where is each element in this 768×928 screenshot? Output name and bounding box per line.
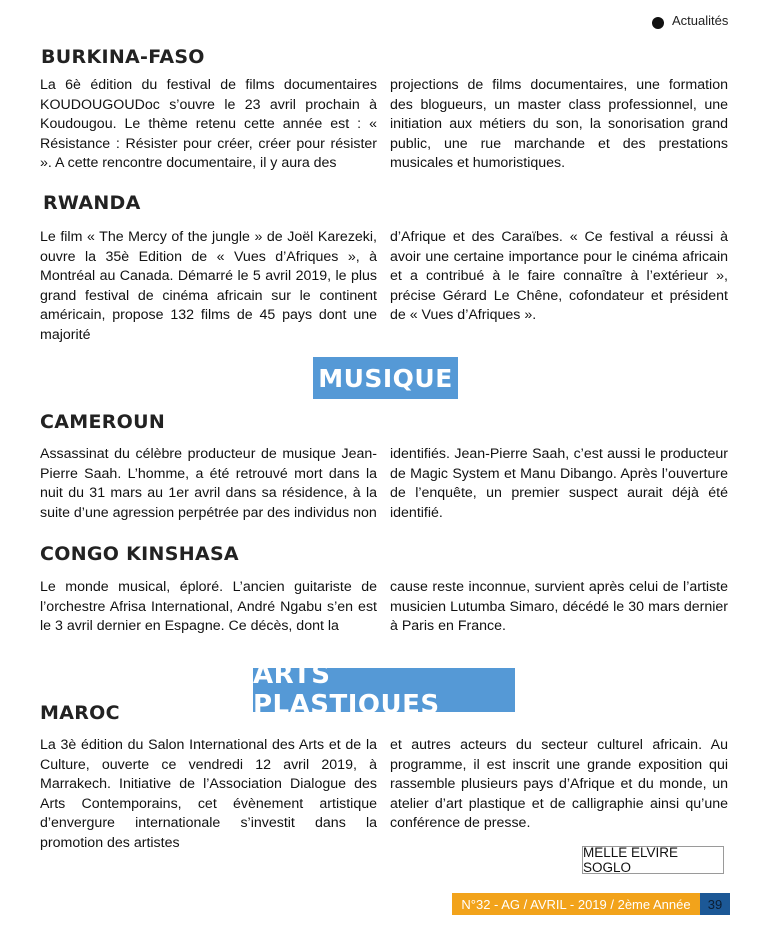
heading-congo-kinshasa: CONGO KINSHASA xyxy=(40,543,239,565)
cameroun-text-left: Assassinat du célèbre producteur de musique Jean-Pierre Saah. L’homme, a été retrouvé mort dans la nuit du 31 mars au 1er avril dans sa résidence, à la suite d’une agression perpétrée par des individus non xyxy=(40,446,377,521)
heading-rwanda: RWANDA xyxy=(43,192,141,214)
heading-burkina-faso: BURKINA-FASO xyxy=(41,46,205,68)
rwanda-text-left: Le film « The Mercy of the jungle » de Joël Karezeki, ouvre la 35è Edition de « Vues d’Afriques », à Montréal au Canada. Démarré le 5 avril 2019, le plus grand festival de cinéma africain sur le continent américain, propose 132 films de 45 pays dont une majorité xyxy=(40,229,377,343)
cameroun-text-right: identifiés. Jean-Pierre Saah, c’est aussi le producteur de Magic System et Manu Dibango. Après l’ouverture de l’enquête, un premier suspect aurait déjà été identifié. xyxy=(390,446,728,521)
bullet-icon xyxy=(652,17,664,29)
rwanda-text-right: d’Afrique et des Caraïbes. « Ce festival a réussi à avoir une certaine importance pour le cinéma africain et a contribué à le faire connaître à l’extérieur », précise Gérard Le Chêne, cofondateur et président de « Vues d’Afriques ». xyxy=(390,229,728,324)
congo-text-left: Le monde musical, éploré. L’ancien guitariste de l’orchestre Afrisa International, André Ngabu s’en est le 3 avril dernier en Espagne. Ce décès, dont la xyxy=(40,579,377,635)
heading-cameroun: CAMEROUN xyxy=(40,411,166,433)
section-label: Actualités xyxy=(672,13,729,28)
banner-arts-plastiques: ARTS PLASTIQUES xyxy=(253,668,515,712)
page-number: 39 xyxy=(700,893,730,915)
burkina-text-left: La 6è édition du festival de films documentaires KOUDOUGOUDoc s’ouvre le 23 avril prochain à Koudougou. Le thème retenu cette année est : « Résistance : Résister pour créer, créer pour résister ». A cette rencontre documentaire, il y aura des xyxy=(40,77,377,172)
issue-info: N°32 - AG / AVRIL - 2019 / 2ème Année xyxy=(452,893,700,915)
congo-text-right: cause reste inconnue, survient après celui de l’artiste musicien Lutumba Simaro, décédé le 30 mars dernier à Paris en France. xyxy=(390,579,728,635)
author-box: MELLE ELVIRE SOGLO xyxy=(582,846,724,874)
maroc-text-left: La 3è édition du Salon International des Arts et de la Culture, ouverte ce vendredi 12 avril 2019, à Marrakech. Initiative de l’Association Dialogue des Arts Contemporains, cet évènement artistique d’envergure internationale s’investit dans la promotion des artistes xyxy=(40,737,377,851)
banner-musique: MUSIQUE xyxy=(313,357,458,399)
maroc-text-right: et autres acteurs du secteur culturel africain. Au programme, il est inscrit une grande exposition qui rassemble plusieurs pays d’Afrique et du monde, un atelier d’art plastique et de calligraphie ainsi qu’une conférence de presse. xyxy=(390,737,728,832)
heading-maroc: MAROC xyxy=(40,702,120,724)
burkina-text-right: projections de films documentaires, une formation des blogueurs, un master class professionnel, une initiation aux métiers du son, la sonorisation grand public, une rue marchande et des prestations musicales et humoristiques. xyxy=(390,77,728,172)
